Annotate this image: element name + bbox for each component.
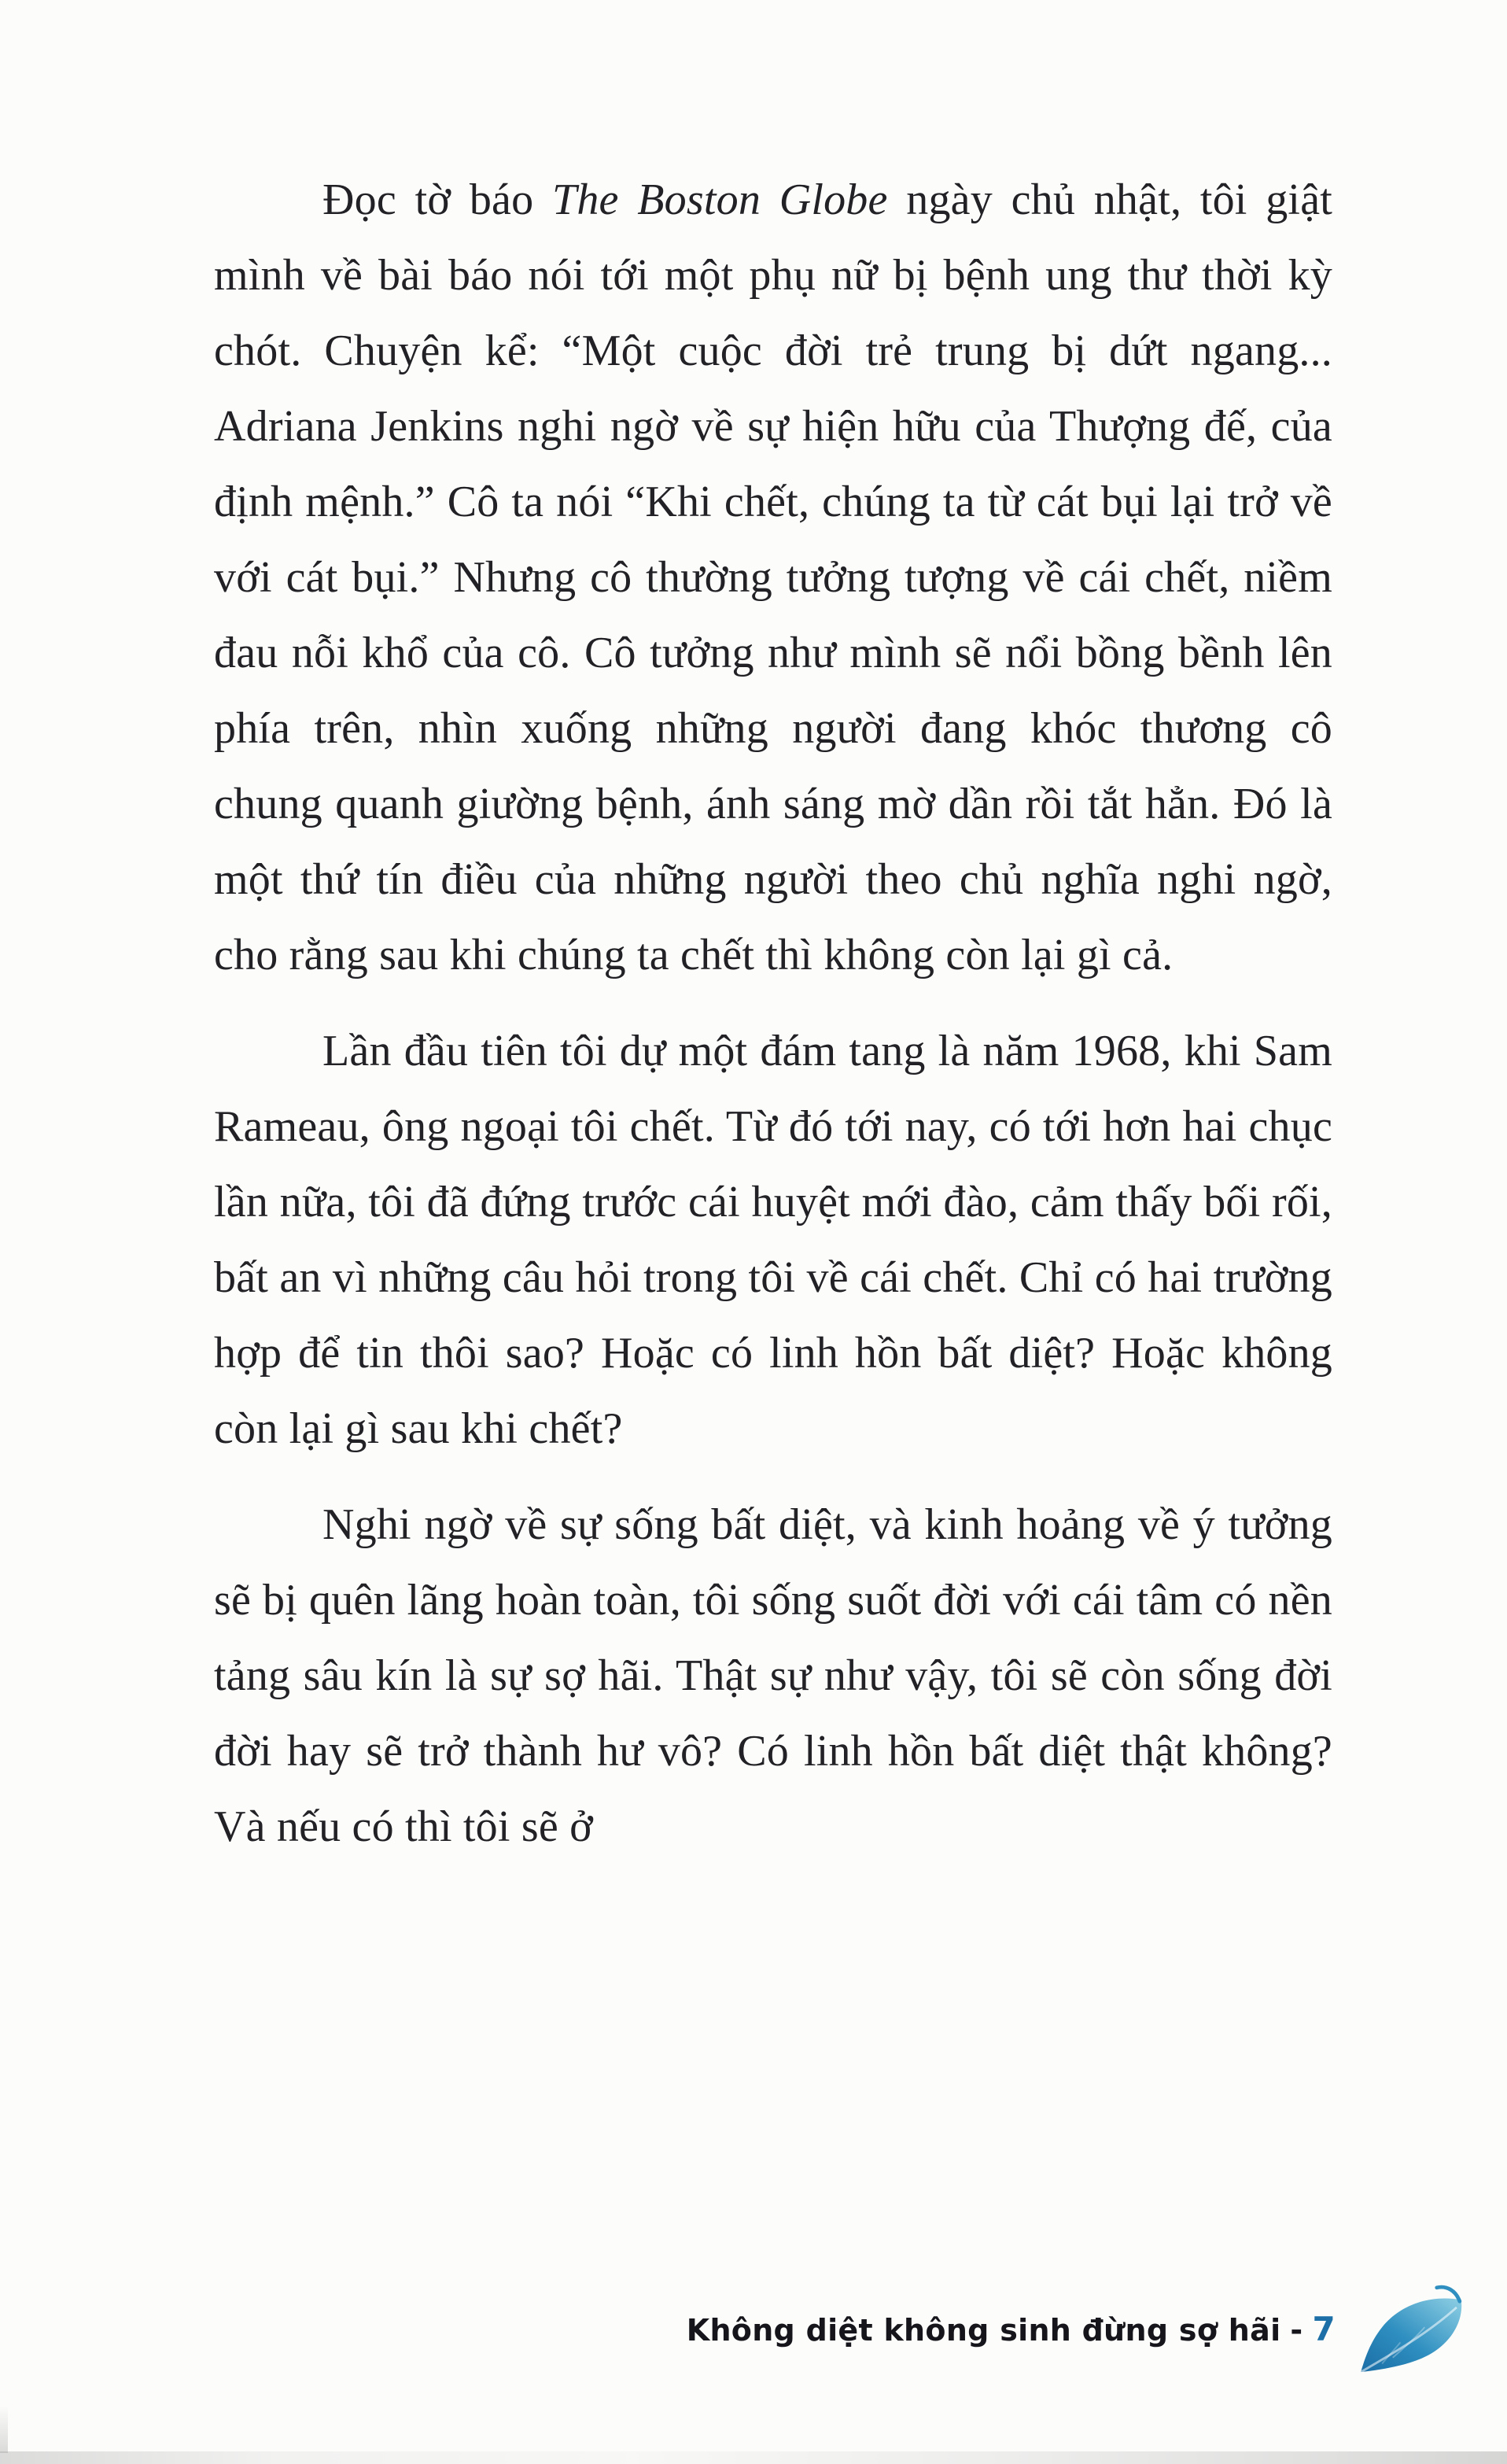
- bodhi-leaf-icon: [1348, 2283, 1471, 2374]
- footer-separator: -: [1290, 2312, 1303, 2348]
- running-footer-title: Không diệt không sinh đừng sợ hãi: [686, 2312, 1281, 2348]
- paragraph: Lần đầu tiên tôi dự một đám tang là năm 1968, khi Sam Rameau, ông ngoại tôi chết. Từ đó tới nay, có tới hơn hai chục lần nữa, tôi đã đứng trước cái huyệt mới đào, cảm thấy bối rối, bất an vì những câu hỏi trong tôi về cái chết. Chỉ có hai trường hợp để tin thôi sao? Hoặc có linh hồn bất diệt? Hoặc không còn lại gì sau khi chết?: [214, 1027, 1332, 1453]
- scan-edge-artifact: [0, 2451, 1507, 2464]
- page-footer: [687, 2283, 1471, 2374]
- running-footer: [687, 2310, 1336, 2348]
- page-text-block: [214, 162, 1332, 1885]
- paragraph: [214, 162, 1332, 993]
- paragraph-text: ngày chủ nhật, tôi giật mình về bài báo nói tới một phụ nữ bị bệnh ung thư thời kỳ chót. Chuyện kể: “Một cuộc đời trẻ trung bị dứt ngang... Adriana Jenkins nghi ngờ về sự hiện hữu của Thượng đế, của định mệnh.” Cô ta nói “Khi chết, chúng ta từ cát bụi lại trở về với cát bụi.” Nhưng cô thường tưởng tượng về cái chết, niềm đau nỗi khổ của cô. Cô tưởng như mình sẽ nổi bồng bềnh lên phía trên, nhìn xuống những người đang khóc thương cô chung quanh giường bệnh, ánh sáng mờ dần rồi tắt hẳn. Đó là một thứ tín điều của những người theo chủ nghĩa nghi ngờ, cho rằng sau khi chúng ta chết thì không còn lại gì cả.: [214, 175, 1333, 979]
- scan-smudge-artifact: [0, 2406, 8, 2453]
- page-number: 7: [1312, 2309, 1336, 2348]
- newspaper-title-italic: The Boston Globe: [551, 175, 888, 224]
- paragraph-text: Đọc tờ báo: [322, 175, 552, 224]
- paragraph: Nghi ngờ về sự sống bất diệt, và kinh hoảng về ý tưởng sẽ bị quên lãng hoàn toàn, tôi sống suốt đời với cái tâm có nền tảng sâu kín là sự sợ hãi. Thật sự như vậy, tôi sẽ còn sống đời đời hay sẽ trở thành hư vô? Có linh hồn bất diệt thật không? Và nếu có thì tôi sẽ ở: [214, 1500, 1332, 1851]
